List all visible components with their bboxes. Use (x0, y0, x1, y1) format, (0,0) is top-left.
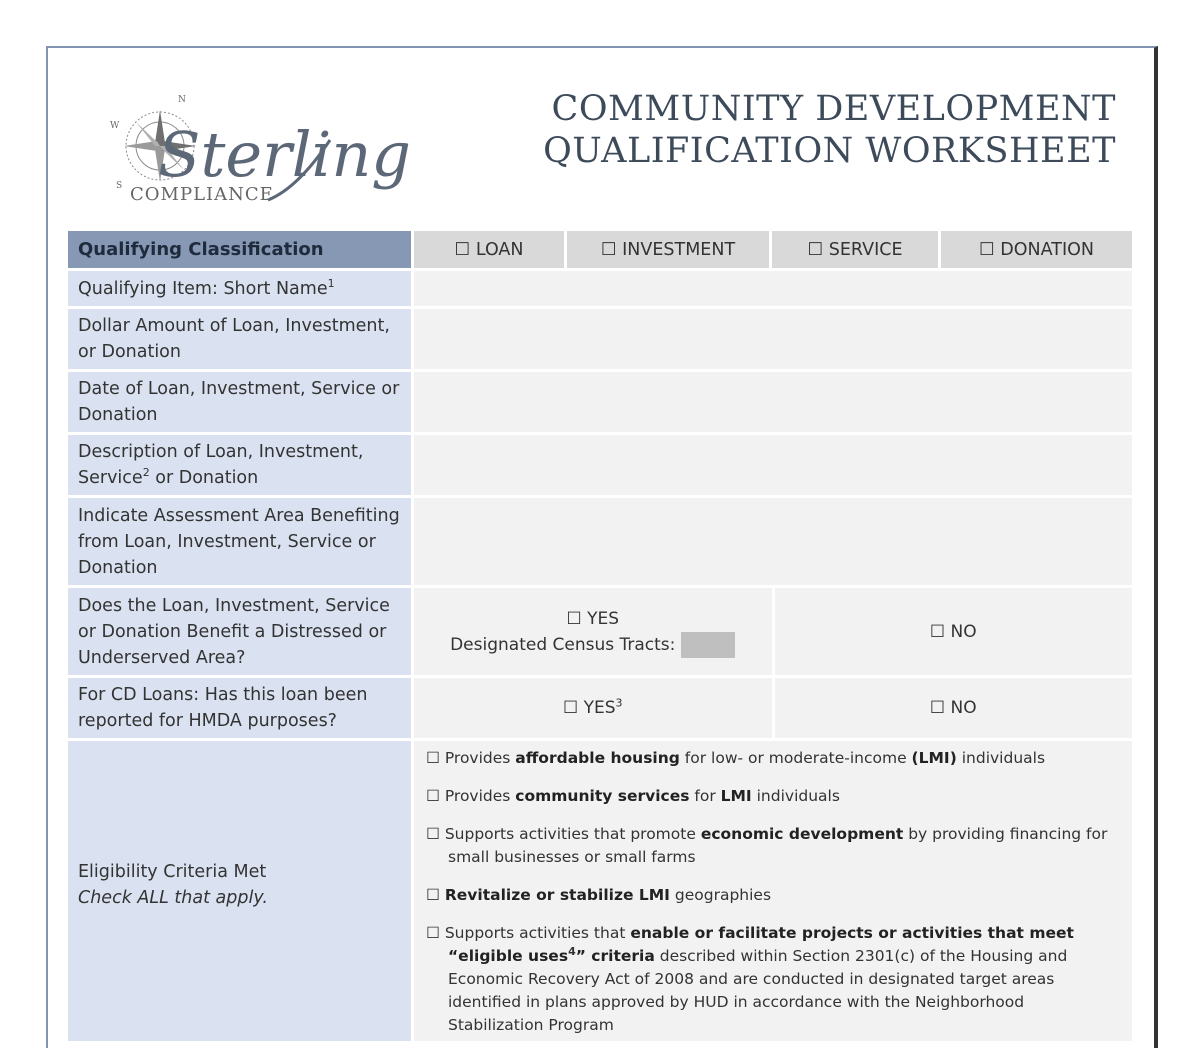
classification-row (68, 231, 1132, 271)
eligibility-note: Check ALL that apply. (78, 888, 268, 908)
compass-logo-icon (98, 88, 411, 213)
sterling-compliance-logo (98, 88, 411, 213)
assessment-area-field[interactable] (411, 498, 1132, 585)
dollar-amount-field[interactable] (411, 309, 1132, 369)
eligibility-row (68, 741, 1132, 1041)
criteria-revitalize-stabilize[interactable]: ☐ Revitalize or stabilize LMI geographies (426, 886, 772, 904)
criteria-economic-development[interactable]: ☐ Supports activities that promote economic development by providing financing for small businesses or small farms (426, 825, 1108, 866)
loan-checkbox-icon[interactable]: ☐ (454, 239, 471, 260)
title-line-2: QUALIFICATION WORKSHEET (543, 131, 1116, 171)
date-row (68, 372, 1132, 435)
investment-checkbox-icon[interactable]: ☐ (600, 239, 617, 260)
hmda-yes-checkbox-icon[interactable]: ☐ (562, 698, 579, 718)
svg-text:S: S (116, 181, 123, 191)
assessment-area-row (68, 498, 1132, 588)
svg-text:N: N (178, 95, 186, 105)
service-checkbox-icon[interactable]: ☐ (807, 239, 824, 260)
donation-option[interactable]: ☐ DONATION (938, 231, 1132, 268)
assessment-area-label: Indicate Assessment Area Benefiting from Loan, Investment, Service or Donation (68, 498, 411, 585)
criteria-community-services[interactable]: ☐ Provides community services for LMI individuals (426, 787, 840, 805)
criteria-checkbox-icon[interactable]: ☐ (426, 924, 440, 942)
date-label: Date of Loan, Investment, Service or Donation (68, 372, 411, 432)
criteria-eligible-uses[interactable]: ☐ Supports activities that enable or facilitate projects or activities that meet “eligible uses$^4$” criteria described within Section 2301(c) of the Housing and Economic Recovery Act of 2008 and are conducted in designated target areas identified in plans approved by HUD in accordance with the Neighborhood Stabilization Program (426, 924, 1074, 1034)
service-option[interactable]: ☐ SERVICE (769, 231, 938, 268)
worksheet-page (46, 46, 1158, 1048)
hmda-row (68, 678, 1132, 741)
logo-script-text: Sterling (158, 118, 411, 191)
description-field[interactable] (411, 435, 1132, 495)
description-row (68, 435, 1132, 498)
distressed-yes-checkbox-icon[interactable]: ☐ (566, 608, 582, 629)
short-name-row (68, 271, 1132, 309)
description-label: Description of Loan, Investment, Service$^2$ or Donation (68, 435, 411, 495)
criteria-checkbox-icon[interactable]: ☐ (426, 825, 440, 843)
criteria-checkbox-icon[interactable]: ☐ (426, 787, 440, 805)
hmda-no-option[interactable]: ☐ NO (772, 678, 1133, 738)
investment-option[interactable]: ☐ INVESTMENT (564, 231, 769, 268)
criteria-checkbox-icon[interactable]: ☐ (426, 749, 440, 767)
hmda-label: For CD Loans: Has this loan been reported for HMDA purposes? (68, 678, 411, 738)
distressed-yes-cell (414, 588, 772, 675)
short-name-label: Qualifying Item: Short Name$^1$ (68, 271, 411, 306)
criteria-checkbox-icon[interactable]: ☐ (426, 886, 440, 904)
qualification-table (68, 231, 1132, 1041)
dollar-amount-row (68, 309, 1132, 372)
hmda-no-checkbox-icon[interactable]: ☐ (929, 698, 946, 718)
distressed-area-row (68, 588, 1132, 678)
eligibility-criteria-list (411, 741, 1132, 1041)
title-line-1: COMMUNITY DEVELOPMENT (551, 89, 1116, 129)
census-tracts-input[interactable] (681, 632, 735, 658)
date-field[interactable] (411, 372, 1132, 432)
dollar-amount-label: Dollar Amount of Loan, Investment, or Donation (68, 309, 411, 369)
eligibility-label: Eligibility Criteria Met Check ALL that apply. (68, 741, 411, 1041)
census-tracts-label: Designated Census Tracts: (450, 634, 676, 655)
distressed-no-cell[interactable]: ☐ NO (772, 588, 1133, 675)
distressed-no-checkbox-icon[interactable]: ☐ (929, 621, 946, 642)
svg-text:W: W (110, 121, 120, 131)
criteria-affordable-housing[interactable]: ☐ Provides affordable housing for low- or moderate-income (LMI) individuals (426, 749, 1046, 767)
hmda-yes-option[interactable]: ☐ YES$^3$ (562, 696, 623, 718)
distressed-area-label: Does the Loan, Investment, Service or Donation Benefit a Distressed or Underserved Area? (68, 588, 411, 675)
page-title (543, 88, 1116, 172)
short-name-field[interactable] (411, 271, 1132, 306)
loan-option[interactable]: ☐ LOAN (411, 231, 564, 268)
donation-checkbox-icon[interactable]: ☐ (979, 239, 995, 260)
distressed-yes-option[interactable]: ☐ YES (566, 608, 620, 629)
classification-label: Qualifying Classification (68, 231, 411, 268)
logo-sub-text: COMPLIANCE (130, 184, 274, 205)
